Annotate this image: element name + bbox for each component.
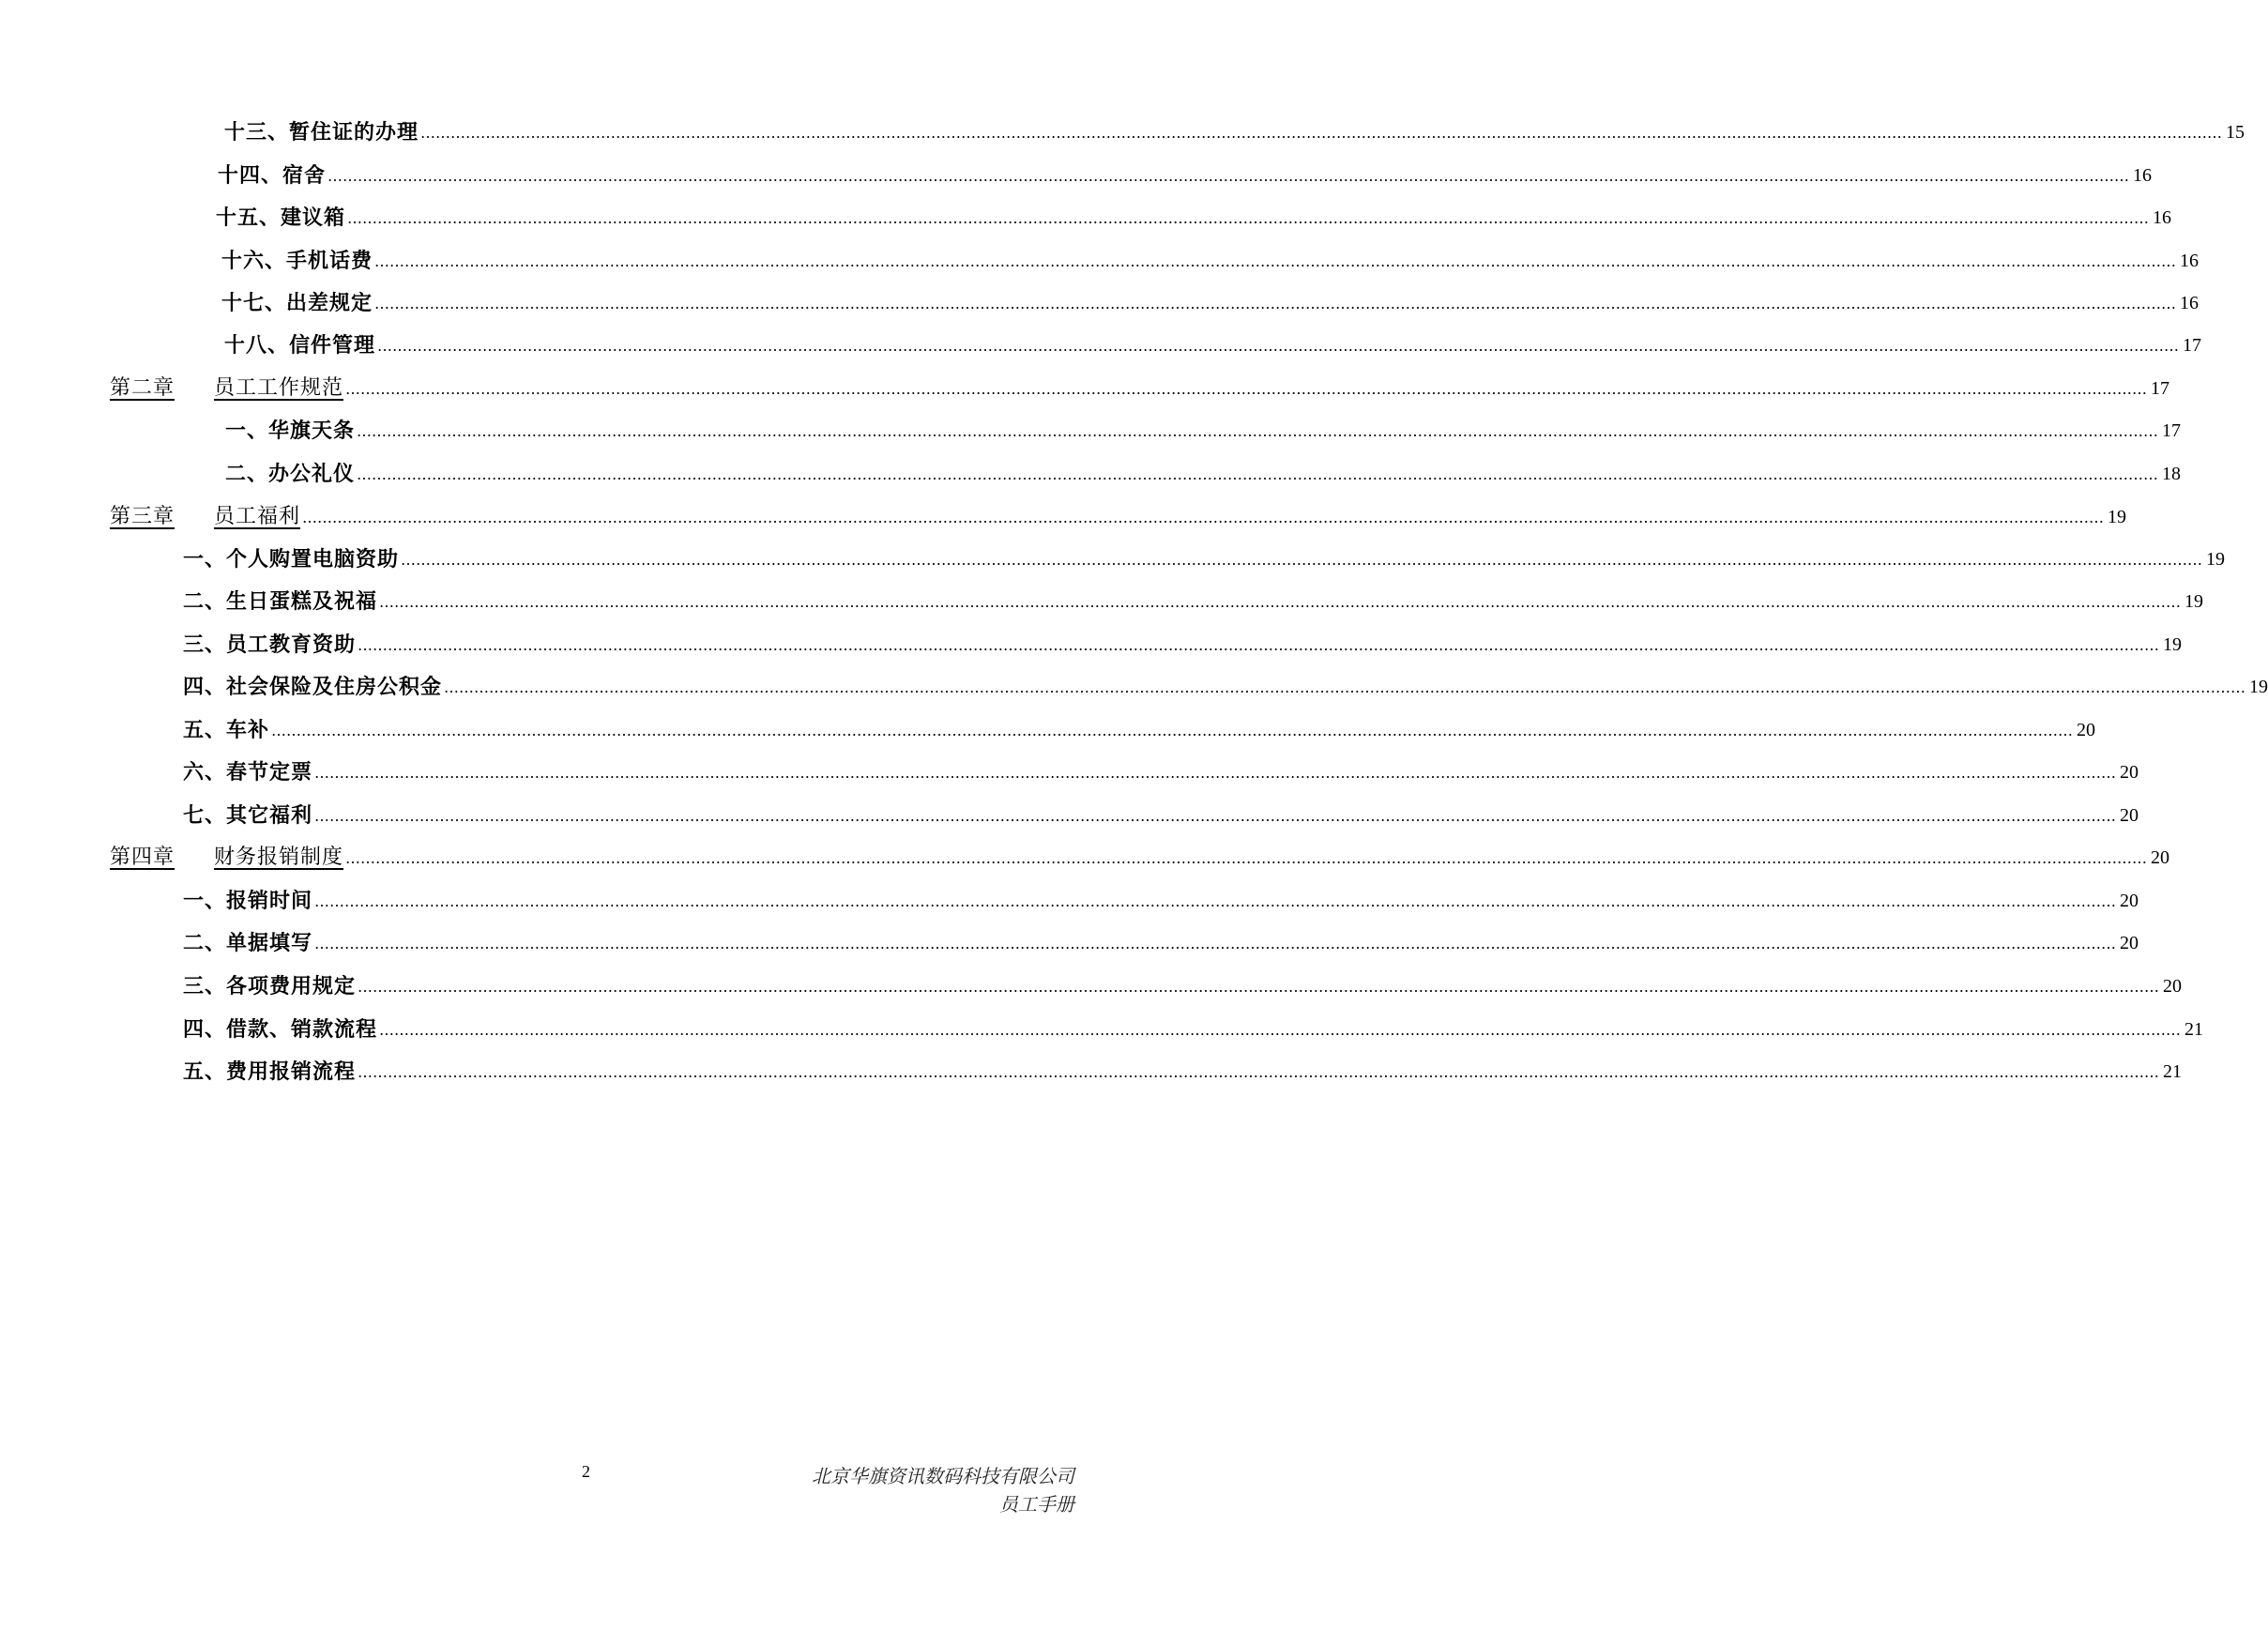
toc-entry-text: 二、单据填写 bbox=[183, 931, 313, 955]
toc-page-number: 19 bbox=[2206, 549, 2226, 570]
toc-entry-text: 一、华旗天条 bbox=[225, 419, 356, 443]
toc-page-number: 20 bbox=[2120, 762, 2139, 783]
toc-leader-dots: ……………………………………………………………………………………………………………………………………………………………………………………………………………………………………………………………………………………………………………………………… bbox=[377, 337, 2180, 355]
toc-entry-label bbox=[110, 844, 343, 872]
toc-leader-dots: ……………………………………………………………………………………………………………………………………………………………………………………………………………………………………………………………………………………………………………………………… bbox=[420, 124, 2223, 142]
toc-entry[interactable] bbox=[183, 923, 2139, 957]
toc-entry-label bbox=[224, 118, 419, 146]
toc-entry-text: 一、个人购置电脑资助 bbox=[183, 547, 400, 572]
toc-leader-dots: ……………………………………………………………………………………………………………………………………………………………………………………………………………………………………………………………………………………………………………………………… bbox=[444, 678, 2246, 696]
toc-entry[interactable] bbox=[218, 156, 2153, 190]
toc-page-number: 19 bbox=[2163, 634, 2183, 655]
toc-entry[interactable] bbox=[183, 582, 2204, 616]
toc-leader-dots: ……………………………………………………………………………………………………………………………………………………………………………………………………………………………………………………………………………………………………………………………… bbox=[358, 636, 2160, 654]
toc-page-number: 19 bbox=[2184, 591, 2204, 612]
toc-page-number: 16 bbox=[2180, 251, 2200, 271]
toc-entry-label bbox=[183, 758, 312, 786]
toc-entry[interactable] bbox=[183, 881, 2139, 915]
toc-entry-label bbox=[183, 1015, 377, 1044]
toc-leader-dots: ……………………………………………………………………………………………………………………………………………………………………………………………………………………………………………………………………………………………………………………………… bbox=[357, 422, 2159, 440]
toc-entry-text: 十五、建议箱 bbox=[216, 206, 346, 230]
toc-entry[interactable] bbox=[183, 1010, 2204, 1044]
toc-entry[interactable] bbox=[224, 113, 2245, 146]
toc-entry[interactable] bbox=[183, 967, 2183, 1000]
toc-leader-dots: ……………………………………………………………………………………………………………………………………………………………………………………………………………………………………………………………………………………………………………………………… bbox=[379, 593, 2182, 611]
toc-entry-text: 七、其它福利 bbox=[183, 803, 313, 828]
toc-leader-dots: ……………………………………………………………………………………………………………………………………………………………………………………………………………………………………………………………………………………………………………………………… bbox=[358, 978, 2160, 996]
toc-leader-dots: ……………………………………………………………………………………………………………………………………………………………………………………………………………………………………………………………………………………………………………………………… bbox=[379, 1021, 2182, 1039]
toc-entry[interactable] bbox=[183, 625, 2183, 659]
toc-entry[interactable] bbox=[183, 667, 2268, 701]
toc-leader-dots: ……………………………………………………………………………………………………………………………………………………………………………………………………………………………………………………………………………………………………………………………… bbox=[314, 935, 2117, 953]
toc-page-number: 20 bbox=[2120, 891, 2139, 911]
toc-entry-text: 三、各项费用规定 bbox=[183, 974, 357, 998]
toc-entry[interactable] bbox=[183, 710, 2096, 744]
toc-entry[interactable] bbox=[221, 283, 2200, 317]
toc-page-number: 20 bbox=[2163, 976, 2183, 997]
toc-page-number: 20 bbox=[2151, 847, 2170, 868]
toc-page-number: 21 bbox=[2184, 1019, 2204, 1040]
toc-entry-text: 十七、出差规定 bbox=[221, 291, 373, 315]
toc-leader-dots: ……………………………………………………………………………………………………………………………………………………………………………………………………………………………………………………………………………………………………………………………… bbox=[302, 509, 2105, 526]
toc-entry-label bbox=[183, 972, 356, 1000]
toc-page-number: 20 bbox=[2120, 933, 2139, 953]
page-number: 2 bbox=[582, 1462, 590, 1481]
toc-entry-text: 十四、宿舍 bbox=[218, 163, 327, 188]
toc-leader-dots: ……………………………………………………………………………………………………………………………………………………………………………………………………………………………………………………………………………………………………………………………… bbox=[314, 764, 2117, 782]
footer-company: 北京华旗资讯数码科技有限公司 bbox=[812, 1465, 1074, 1487]
toc-entry-text: 十三、暂住证的办理 bbox=[224, 120, 419, 145]
toc-entry-label bbox=[216, 204, 345, 232]
toc-leader-dots: ……………………………………………………………………………………………………………………………………………………………………………………………………………………………………………………………………………………………………………………………… bbox=[401, 551, 2203, 569]
toc-leader-dots: ……………………………………………………………………………………………………………………………………………………………………………………………………………………………………………………………………………………………………………………………… bbox=[358, 1063, 2160, 1081]
toc-entry[interactable] bbox=[225, 454, 2182, 488]
toc-page-number: 21 bbox=[2163, 1061, 2183, 1082]
toc-leader-dots: ……………………………………………………………………………………………………………………………………………………………………………………………………………………………………………………………………………………………………………………………… bbox=[327, 167, 2130, 185]
toc-leader-dots: ……………………………………………………………………………………………………………………………………………………………………………………………………………………………………………………………………………………………………………………………… bbox=[345, 380, 2148, 398]
toc-entry[interactable] bbox=[221, 241, 2200, 275]
toc-entry[interactable] bbox=[183, 1052, 2183, 1086]
toc-entry-text: 三、员工教育资助 bbox=[183, 632, 357, 657]
toc-entry-text: 四、借款、销款流程 bbox=[183, 1017, 378, 1042]
toc-entry-text: 五、车补 bbox=[183, 718, 270, 742]
toc-entry-label bbox=[183, 1058, 356, 1086]
toc-leader-dots: ……………………………………………………………………………………………………………………………………………………………………………………………………………………………………………………………………………………………………………………………… bbox=[271, 722, 2074, 739]
toc-entry-label bbox=[110, 503, 300, 531]
toc-entry[interactable] bbox=[225, 411, 2182, 445]
footer-info bbox=[812, 1462, 1074, 1518]
toc-chapter-number: 第三章 bbox=[110, 505, 175, 528]
toc-page-number: 17 bbox=[2183, 335, 2202, 356]
toc-page-number: 16 bbox=[2133, 165, 2153, 186]
toc-entry-label bbox=[183, 716, 269, 744]
toc-entry-label bbox=[183, 801, 312, 830]
toc-entry-text: 十八、信件管理 bbox=[224, 333, 376, 358]
toc-leader-dots: ……………………………………………………………………………………………………………………………………………………………………………………………………………………………………………………………………………………………………………………………… bbox=[345, 849, 2148, 867]
toc-page-number: 18 bbox=[2162, 464, 2182, 484]
toc-page-number: 15 bbox=[2226, 122, 2245, 143]
toc-entry-label bbox=[221, 289, 373, 317]
toc-entry-text: 十六、手机话费 bbox=[221, 249, 373, 273]
toc-entry[interactable] bbox=[216, 198, 2172, 232]
toc-page-number: 19 bbox=[2108, 507, 2127, 527]
toc-page-number: 20 bbox=[2120, 805, 2139, 826]
toc-entry-text: 二、办公礼仪 bbox=[225, 462, 356, 486]
toc-leader-dots: ……………………………………………………………………………………………………………………………………………………………………………………………………………………………………………………………………………………………………………………………… bbox=[374, 295, 2177, 312]
toc-entry-text: 员工福利 bbox=[214, 505, 301, 528]
toc-entry[interactable] bbox=[183, 796, 2139, 830]
toc-entry-text: 一、报销时间 bbox=[183, 889, 313, 913]
toc-leader-dots: ……………………………………………………………………………………………………………………………………………………………………………………………………………………………………………………………………………………………………………………………… bbox=[314, 892, 2117, 910]
toc-entry-text: 四、社会保险及住房公积金 bbox=[183, 675, 443, 699]
toc-entry[interactable] bbox=[224, 326, 2202, 359]
toc-entry[interactable] bbox=[183, 540, 2226, 573]
toc-chapter-entry[interactable] bbox=[110, 838, 2170, 872]
toc-leader-dots: ……………………………………………………………………………………………………………………………………………………………………………………………………………………………………………………………………………………………………………………………… bbox=[347, 209, 2150, 227]
toc-page-number: 16 bbox=[2180, 293, 2200, 313]
toc-entry-label bbox=[221, 247, 373, 275]
toc-entry-text: 员工工作规范 bbox=[214, 376, 344, 400]
toc-page-number: 20 bbox=[2077, 720, 2096, 740]
toc-leader-dots: ……………………………………………………………………………………………………………………………………………………………………………………………………………………………………………………………………………………………………………………………… bbox=[374, 252, 2177, 270]
toc-leader-dots: ……………………………………………………………………………………………………………………………………………………………………………………………………………………………………………………………………………………………………………………………… bbox=[357, 465, 2159, 483]
toc-leader-dots: ……………………………………………………………………………………………………………………………………………………………………………………………………………………………………………………………………………………………………………………………… bbox=[314, 807, 2117, 825]
toc-entry[interactable] bbox=[183, 753, 2139, 786]
toc-entry-label bbox=[183, 587, 377, 616]
toc-entry-label bbox=[183, 631, 356, 659]
toc-entry-label bbox=[183, 929, 312, 957]
toc-entry-label bbox=[225, 417, 355, 445]
toc-chapter-number: 第四章 bbox=[110, 846, 175, 869]
toc-chapter-number: 第二章 bbox=[110, 376, 175, 400]
toc-entry-label bbox=[183, 545, 399, 573]
toc-page-number: 19 bbox=[2249, 677, 2268, 697]
footer-doc-title: 员工手册 bbox=[999, 1493, 1074, 1516]
toc-entry-text: 财务报销制度 bbox=[214, 846, 344, 869]
toc-entry-text: 二、生日蛋糕及祝福 bbox=[183, 589, 378, 614]
toc-entry-label bbox=[110, 374, 343, 403]
toc-entry-text: 六、春节定票 bbox=[183, 760, 313, 785]
toc-entry-label bbox=[183, 887, 312, 915]
toc-page-number: 17 bbox=[2162, 420, 2182, 441]
toc-entry-label bbox=[225, 460, 355, 488]
toc-page-number: 16 bbox=[2153, 207, 2172, 228]
toc-chapter-entry[interactable] bbox=[110, 497, 2127, 531]
toc-chapter-entry[interactable] bbox=[110, 369, 2170, 403]
toc-entry-label bbox=[218, 161, 326, 190]
toc-entry-label bbox=[224, 331, 375, 359]
toc-entry-text: 五、费用报销流程 bbox=[183, 1059, 357, 1084]
toc-entry-label bbox=[183, 673, 442, 701]
toc-page-number: 17 bbox=[2151, 378, 2170, 399]
